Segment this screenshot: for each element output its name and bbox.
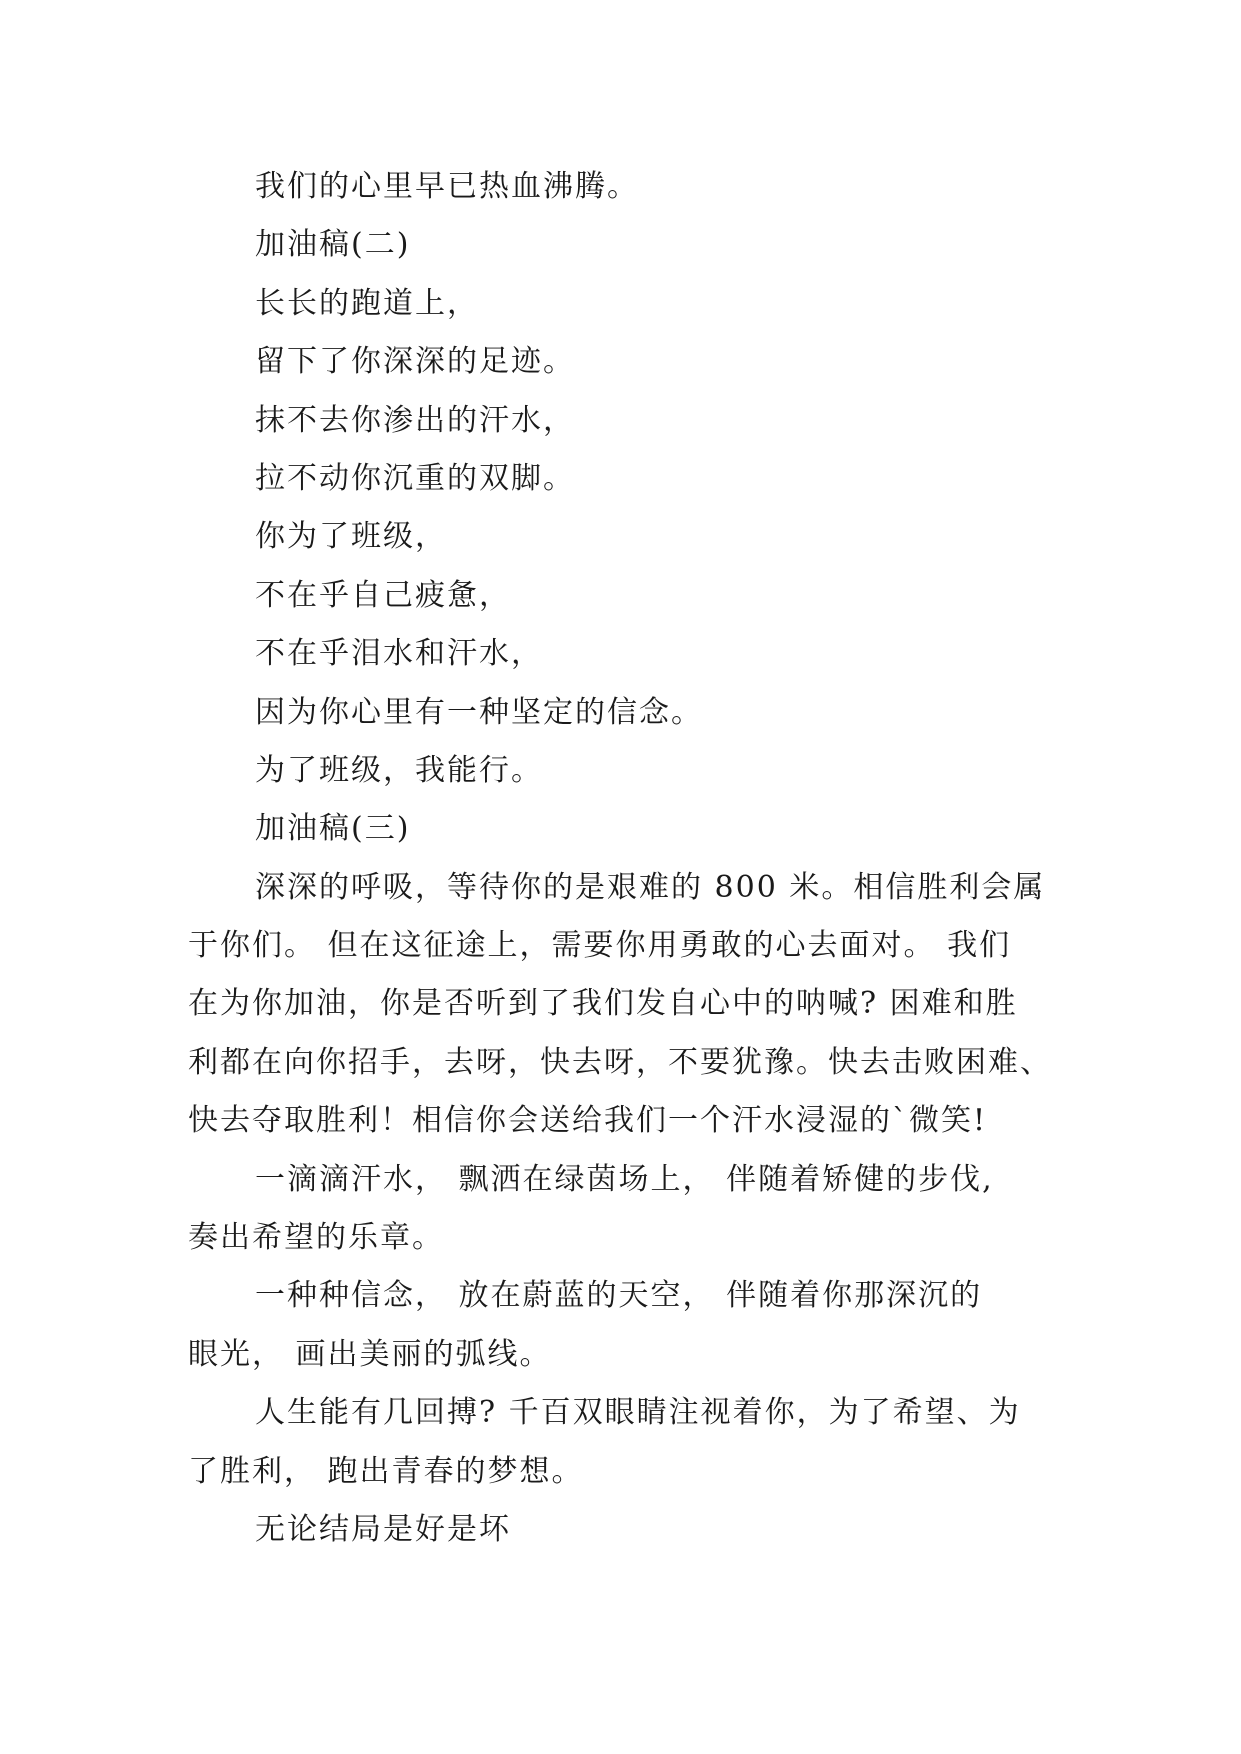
text-line: 人生能有几回搏? 千百双眼睛注视着你，为了希望、为 [255, 1395, 1021, 1431]
section-heading: 加油稿(三) [255, 811, 411, 847]
text-line: 深深的呼吸，等待你的是艰难的 800 米。相信胜利会属 [255, 869, 1046, 905]
text-line: 在为你加油，你是否听到了我们发自心中的呐喊? 困难和胜 [188, 986, 1018, 1022]
text-line: 你为了班级， [255, 519, 447, 555]
text-line: 于你们。 但在这征途上，需要你用勇敢的心去面对。 我们 [188, 928, 1012, 964]
text-line: 无论结局是好是坏 [255, 1511, 511, 1547]
text-line: 留下了你深深的足迹。 [255, 344, 575, 380]
document-body [188, 158, 1068, 1559]
text-line: 不在乎泪水和汗水， [255, 636, 543, 672]
text-line: 一种种信念， 放在蔚蓝的天空， 伴随着你那深沉的 [255, 1278, 983, 1314]
text-line: 眼光， 画出美丽的弧线。 [188, 1336, 552, 1372]
text-line: 拉不动你沉重的双脚。 [255, 460, 575, 496]
text-line: 长长的跑道上， [255, 285, 479, 321]
text-line: 利都在向你招手，去呀，快去呀，不要犹豫。快去击败困难、 [188, 1044, 1052, 1080]
text-line: 奏出希望的乐章。 [188, 1220, 444, 1256]
text-line: 我们的心里早已热血沸腾。 [255, 169, 639, 204]
text-line: 快去夺取胜利！相信你会送给我们一个汗水浸湿的`微笑! [188, 1103, 988, 1139]
text-line: 为了班级，我能行。 [255, 752, 543, 788]
text-line: 一滴滴汗水， 飘洒在绿茵场上， 伴随着矫健的步伐, [255, 1161, 994, 1197]
section-heading: 加油稿(二) [255, 227, 411, 263]
text-line: 因为你心里有一种坚定的信念。 [255, 694, 703, 730]
text-line: 了胜利， 跑出青春的梦想。 [188, 1453, 584, 1489]
text-line: 不在乎自己疲惫， [255, 577, 511, 613]
text-line: 抹不去你渗出的汗水， [255, 402, 575, 438]
